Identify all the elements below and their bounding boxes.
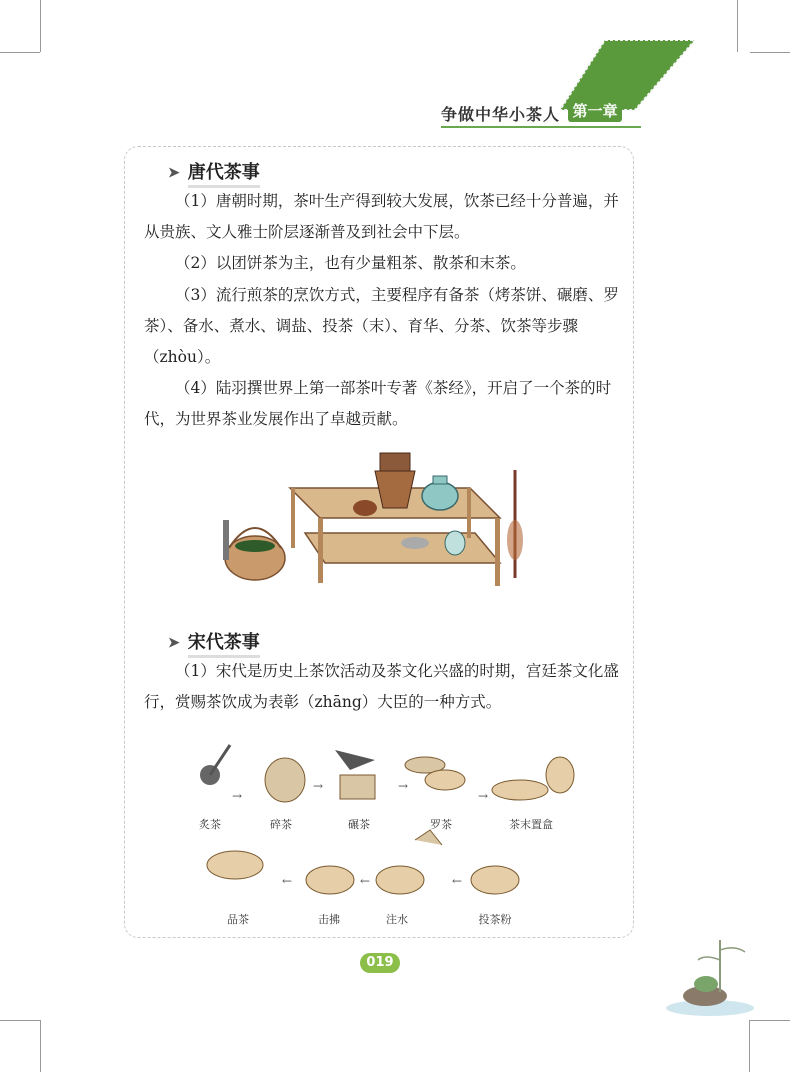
arrow-icon: ➤ [168, 635, 180, 651]
svg-text:→: → [232, 789, 243, 803]
crop-mark [0, 52, 40, 53]
step-label: 碎茶 [270, 818, 292, 831]
paragraph: （4）陆羽撰世界上第一部茶叶专著《茶经》，开启了一个茶的时代，为世界茶业发展作出了卓越贡献。 [144, 379, 612, 428]
book-title: 争做中华小茶人 [441, 105, 561, 124]
section-heading-tang [168, 158, 260, 188]
tea-table-illustration [215, 448, 535, 593]
crop-mark [750, 1020, 790, 1021]
step-label: 碾茶 [348, 818, 370, 831]
step-label: 炙茶 [199, 818, 221, 831]
svg-text:→: → [478, 789, 489, 803]
svg-text:←: ← [282, 874, 293, 888]
svg-text:←: ← [452, 874, 463, 888]
paragraph: （1）宋代是历史上茶饮活动及茶文化兴盛的时期，宫廷茶文化盛行，赏赐茶饮成为表彰（zhāng）大臣的一种方式。 [144, 662, 619, 711]
step-label: 投茶粉 [478, 913, 512, 926]
crop-mark [749, 1020, 750, 1072]
step-label: 击拂 [318, 913, 340, 926]
crop-mark [0, 1020, 40, 1021]
section-heading-song [168, 628, 260, 658]
section-title: 宋代茶事 [188, 628, 260, 658]
crop-mark [40, 1020, 41, 1072]
arrow-icon: ➤ [168, 165, 180, 181]
crop-mark [40, 0, 41, 52]
paragraph: （3）流行煎茶的烹饮方式，主要程序有备茶（烤茶饼、碾磨、罗茶）、备水、煮水、调盐、投茶（末）、育华、分茶、饮茶等步骤（zhòu）。 [144, 286, 619, 366]
crop-mark [737, 0, 738, 52]
svg-text:→: → [398, 779, 409, 793]
svg-text:→: → [313, 779, 324, 793]
step-label: 注水 [386, 913, 408, 926]
page-number: 019 [360, 953, 400, 973]
header-rule [441, 126, 641, 128]
step-label: 品茶 [227, 913, 249, 926]
crop-mark [750, 52, 790, 53]
paragraph: （2）以团饼茶为主，也有少量粗茶、散茶和末茶。 [175, 254, 526, 272]
chapter-badge: 第一章 [568, 100, 622, 122]
svg-text:←: ← [360, 874, 371, 888]
bamboo-decoration [660, 930, 755, 1020]
step-label: 罗茶 [430, 818, 452, 831]
section-title: 唐代茶事 [188, 158, 260, 188]
step-label: 茶末置盒 [509, 818, 553, 831]
paragraph: （1）唐朝时期，茶叶生产得到较大发展，饮茶已经十分普遍，并从贵族、文人雅士阶层逐渐普及到社会中下层。 [144, 192, 619, 241]
